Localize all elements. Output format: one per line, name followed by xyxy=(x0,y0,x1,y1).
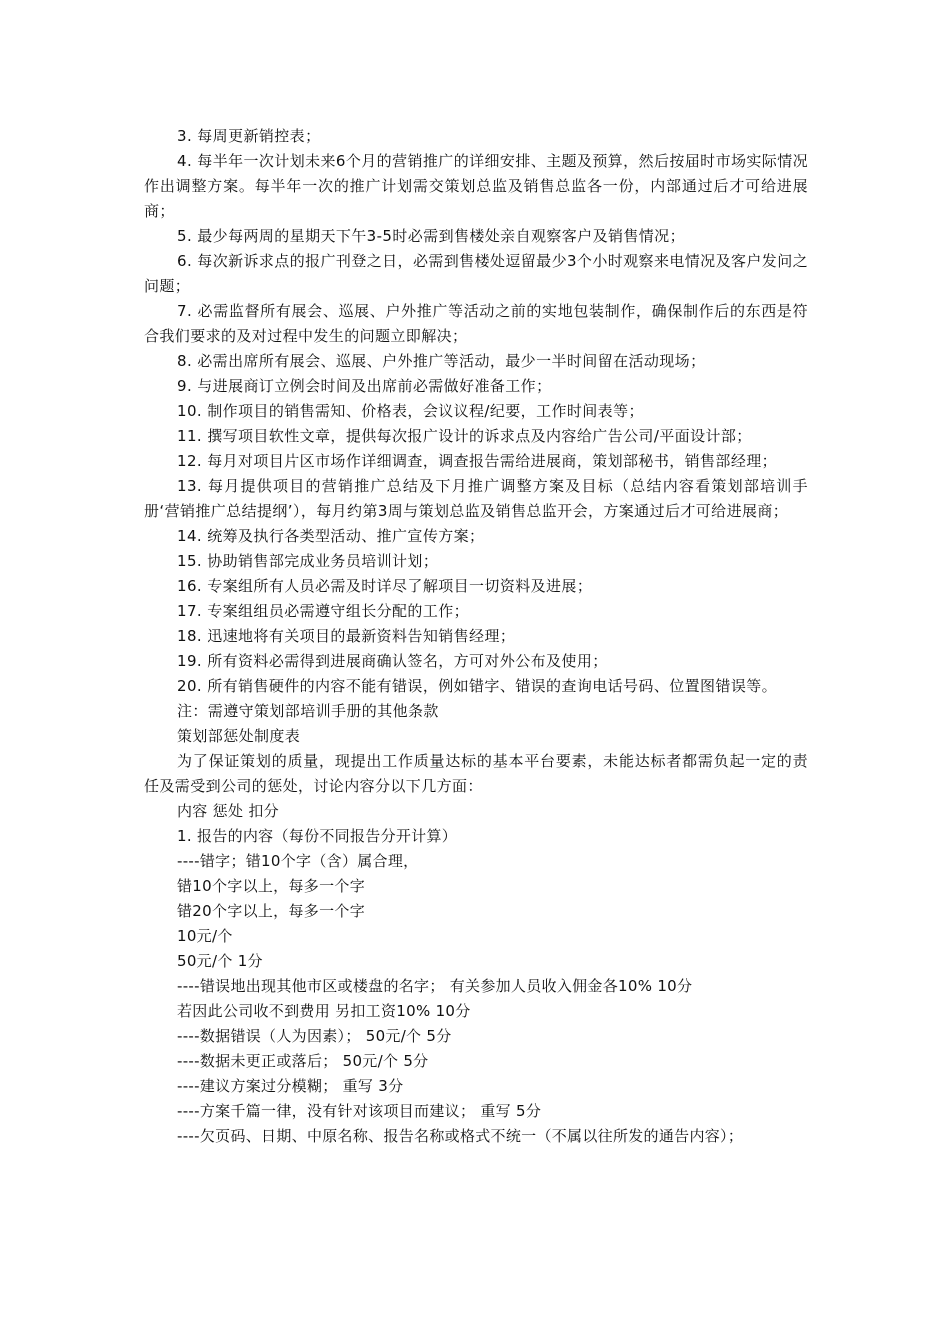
section-title: 策划部惩处制度表 xyxy=(177,727,301,745)
list-item: 9. 与进展商订立例会时间及出席前必需做好准备工作； xyxy=(177,377,552,395)
list-item: 17. 专案组组员必需遵守组长分配的工作； xyxy=(177,602,470,620)
penalty-line: 10元/个 xyxy=(177,927,233,945)
list-item: 4. 每半年一次计划未来6个月的营销推广的详细安排、主题及预算，然后按届时市场实际情况作出调整方案。每半年一次的推广计划需交策划总监及销售总监各一份，内部通过后才可给进展商； xyxy=(144,152,808,220)
penalty-line: 若因此公司收不到费用 另扣工资10% 10分 xyxy=(177,1002,471,1020)
list-item: 15. 协助销售部完成业务员培训计划； xyxy=(177,552,439,570)
list-item: 7. 必需监督所有展会、巡展、户外推广等活动之前的实地包装制作，确保制作后的东西是符合我们要求的及对过程中发生的问题立即解决； xyxy=(144,302,808,345)
penalty-line: ----数据未更正或落后； 50元/个 5分 xyxy=(177,1052,429,1070)
penalty-line: ----建议方案过分模糊； 重写 3分 xyxy=(177,1077,404,1095)
penalty-line: ----数据错误（人为因素）； 50元/个 5分 xyxy=(177,1027,452,1045)
list-item: 11. 撰写项目软性文章，提供每次报广设计的诉求点及内容给广告公司/平面设计部； xyxy=(177,427,752,445)
list-item: 8. 必需出席所有展会、巡展、户外推广等活动，最少一半时间留在活动现场； xyxy=(177,352,706,370)
penalty-line: ----错误地出现其他市区或楼盘的名字； 有关参加人员收入佣金各10% 10分 xyxy=(177,977,693,995)
penalty-line: 错10个字以上，每多一个字 xyxy=(177,877,365,895)
penalty-line: ----欠页码、日期、中原名称、报告名称或格式不统一（不属以往所发的通告内容）； xyxy=(177,1127,744,1145)
penalty-line: ----方案千篇一律，没有针对该项目而建议； 重写 5分 xyxy=(177,1102,542,1120)
list-item: 20. 所有销售硬件的内容不能有错误，例如错字、错误的查询电话号码、位置图错误等。 xyxy=(177,677,778,695)
list-item: 14. 统筹及执行各类型活动、推广宣传方案； xyxy=(177,527,485,545)
penalty-line: ----错字；错10个字（含）属合理， xyxy=(177,852,419,870)
list-item: 10. 制作项目的销售需知、价格表，会议议程/纪要，工作时间表等； xyxy=(177,402,644,420)
document-page xyxy=(144,124,808,1149)
list-item: 16. 专案组所有人员必需及时详尽了解项目一切资料及进展； xyxy=(177,577,593,595)
penalty-line: 50元/个 1分 xyxy=(177,952,263,970)
list-item: 5. 最少每两周的星期天下午3-5时必需到售楼处亲自观察客户及销售情况； xyxy=(177,227,685,245)
list-item: 12. 每月对项目片区市场作详细调查，调查报告需给进展商，策划部秘书，销售部经理； xyxy=(177,452,778,470)
intro-paragraph: 为了保证策划的质量，现提出工作质量达标的基本平台要素，未能达标者都需负起一定的责任及需受到公司的惩处，讨论内容分以下几方面： xyxy=(144,752,808,795)
list-item: 18. 迅速地将有关项目的最新资料告知销售经理； xyxy=(177,627,516,645)
penalty-line: 错20个字以上，每多一个字 xyxy=(177,902,365,920)
list-item: 3. 每周更新销控表； xyxy=(177,127,321,145)
note: 注：需遵守策划部培训手册的其他条款 xyxy=(177,702,439,720)
penalty-line: 1. 报告的内容（每份不同报告分开计算） xyxy=(177,827,458,845)
list-item: 6. 每次新诉求点的报广刊登之日，必需到售楼处逗留最少3个小时观察来电情况及客户发问之问题； xyxy=(144,252,808,295)
list-item: 13. 每月提供项目的营销推广总结及下月推广调整方案及目标（总结内容看策划部培训手册‘营销推广总结提纲’），每月约第3周与策划总监及销售总监开会，方案通过后才可给进展商； xyxy=(144,477,808,520)
table-header: 内容 惩处 扣分 xyxy=(177,802,279,820)
list-item: 19. 所有资料必需得到进展商确认签名，方可对外公布及使用； xyxy=(177,652,608,670)
